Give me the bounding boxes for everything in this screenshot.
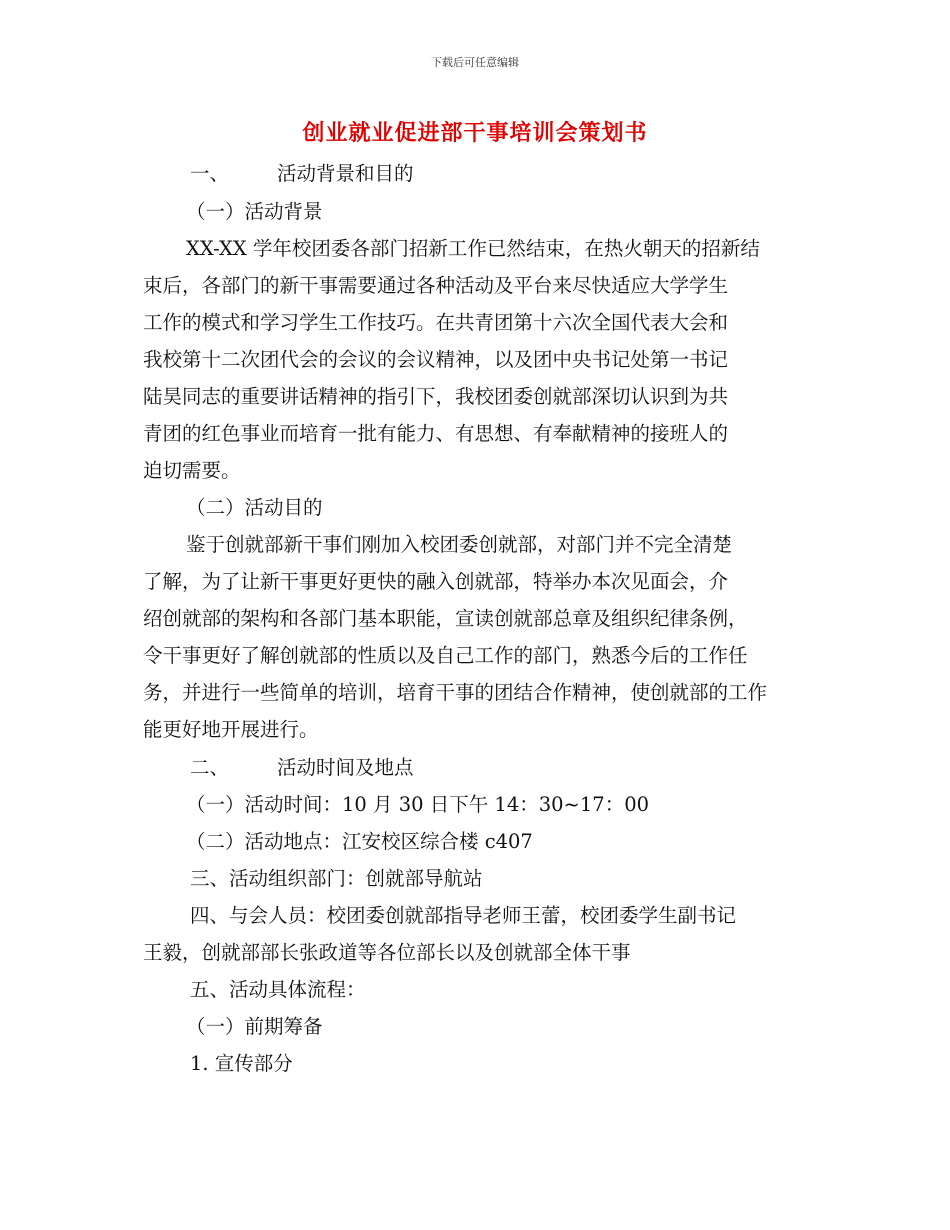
document-title: 创业就业促进部干事培训会策划书 [302, 120, 648, 146]
activity-time: （一）活动时间：10 月 30 日下午 14：30~17：00 [186, 793, 650, 816]
section-5-heading: 五、活动具体流程： [190, 978, 366, 1001]
section-1-number: 一、 [190, 162, 230, 185]
activity-location: （二）活动地点：江安校区综合楼 c407 [186, 830, 533, 853]
paragraph-1-line: 青团的红色事业而培育一批有能力、有思想、有奉献精神的接班人的 [143, 422, 729, 445]
subsection-1-1-heading: （一）活动背景 [186, 200, 323, 223]
paragraph-1-line: 工作的模式和学习学生工作技巧。在共青团第十六次全国代表大会和 [143, 311, 729, 334]
section-4-attendees-line: 王毅，创就部部长张政道等各位部长以及创就部全体干事 [143, 941, 631, 964]
section-1-heading [190, 161, 414, 187]
paragraph-2-line: 务，并进行一些简单的培训，培育干事的团结合作精神，使创就部的工作 [143, 681, 768, 704]
section-2-number: 二、 [190, 756, 230, 779]
paragraph-1-line: 陆昊同志的重要讲话精神的指引下，我校团委创就部深切认识到为共 [143, 385, 729, 408]
section-3-organizer: 三、活动组织部门：创就部导航站 [190, 867, 483, 890]
subsection-1-2-heading: （二）活动目的 [186, 496, 323, 519]
paragraph-1-line: XX-XX 学年校团委各部门招新工作已然结束，在热火朝天的招新结 [186, 237, 760, 260]
paragraph-1-line: 束后，各部门的新干事需要通过各种活动及平台来尽快适应大学学生 [143, 274, 729, 297]
section-2-heading [190, 755, 414, 781]
paragraph-2-line: 能更好地开展进行。 [143, 718, 319, 741]
item-5-1-1: 1. 宣传部分 [190, 1052, 293, 1075]
page-header-note: 下载后可任意编辑 [431, 56, 519, 69]
paragraph-2-line: 鉴于创就部新干事们刚加入校团委创就部，对部门并不完全清楚 [186, 533, 733, 556]
subsection-5-1-heading: （一）前期筹备 [186, 1015, 323, 1038]
paragraph-2-line: 绍创就部的架构和各部门基本职能，宣读创就部总章及组织纪律条例， [143, 607, 748, 630]
paragraph-2-line: 令干事更好了解创就部的性质以及自己工作的部门，熟悉今后的工作任 [143, 644, 748, 667]
paragraph-1-line: 迫切需要。 [143, 459, 241, 482]
section-2-title: 活动时间及地点 [277, 756, 414, 779]
section-4-attendees-line: 四、与会人员：校团委创就部指导老师王蕾，校团委学生副书记 [190, 904, 737, 927]
section-1-title: 活动背景和目的 [277, 162, 414, 185]
paragraph-2-line: 了解，为了让新干事更好更快的融入创就部，特举办本次见面会，介 [143, 570, 729, 593]
paragraph-1-line: 我校第十二次团代会的会议的会议精神，以及团中央书记处第一书记 [143, 348, 729, 371]
